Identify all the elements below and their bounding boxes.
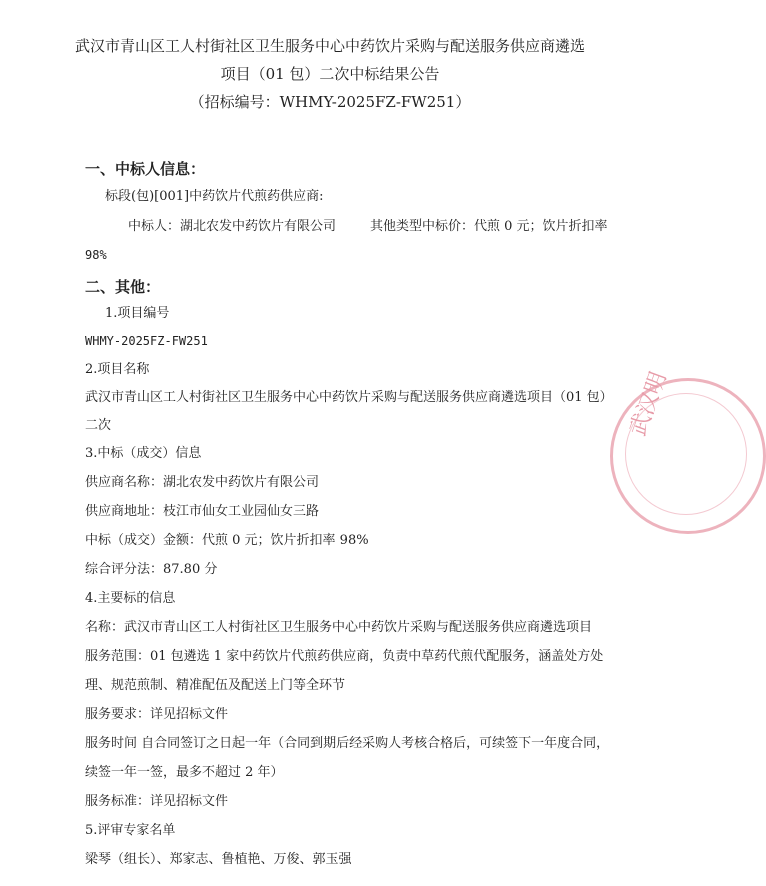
supplier-address: 供应商地址：枝江市仙女工业园仙女三路 bbox=[85, 504, 320, 519]
subject-name: 名称：武汉市青山区工人村街社区卫生服务中心中药饮片采购与配送服务供应商遴选项目 bbox=[85, 620, 593, 635]
score: 综合评分法：87.80 分 bbox=[85, 562, 218, 577]
project-name-line1: 武汉市青山区工人村街社区卫生服务中心中药饮片采购与配送服务供应商遴选项目（01 包） bbox=[85, 390, 613, 405]
service-scope-line1: 服务范围：01 包遴选 1 家中药饮片代煎药供应商，负责中草药代煎代配服务，涵盖处方处 bbox=[85, 649, 604, 664]
service-requirement: 服务要求：详见招标文件 bbox=[85, 707, 229, 722]
service-scope-line2: 理、规范煎制、精准配伍及配送上门等全环节 bbox=[85, 678, 346, 693]
official-seal bbox=[610, 368, 766, 534]
project-number: WHMY-2025FZ-FW251 bbox=[85, 334, 208, 348]
item2-label: 2.项目名称 bbox=[85, 362, 150, 377]
item1-label: 1.项目编号 bbox=[105, 306, 170, 321]
service-time-line2: 续签一年一签，最多不超过 2 年） bbox=[85, 765, 284, 780]
title-line-3: （招标编号：WHMY-2025FZ-FW251） bbox=[189, 93, 471, 111]
winning-amount: 中标（成交）金额：代煎 0 元；饮片折扣率 98% bbox=[85, 533, 369, 548]
item5-label: 5.评审专家名单 bbox=[85, 823, 176, 838]
winner-line: 中标人：湖北农发中药饮片有限公司 bbox=[128, 219, 337, 234]
supplier-name: 供应商名称：湖北农发中药饮片有限公司 bbox=[85, 475, 320, 490]
item3-label: 3.中标（成交）信息 bbox=[85, 446, 202, 461]
service-time-line1: 服务时间 自合同签订之日起一年（合同到期后经采购人考核合格后，可续签下一年度合同， bbox=[85, 736, 610, 751]
item4-label: 4.主要标的信息 bbox=[85, 591, 176, 606]
project-name-line2: 二次 bbox=[85, 418, 112, 433]
title-line-2: 项目（01 包）二次中标结果公告 bbox=[220, 65, 440, 83]
section-heading-winner: 一、中标人信息： bbox=[85, 160, 206, 178]
title-line-1: 武汉市青山区工人村街社区卫生服务中心中药饮片采购与配送服务供应商遴选 bbox=[74, 37, 585, 55]
seal-text: 武汉明 bbox=[625, 368, 672, 440]
price-continued: 98% bbox=[85, 248, 107, 262]
service-standard: 服务标准：详见招标文件 bbox=[85, 794, 229, 809]
expert-list: 梁琴（组长）、郑家志、鲁植艳、万俊、郭玉强 bbox=[85, 852, 352, 867]
lot-line: 标段(包)[001]中药饮片代煎药供应商: bbox=[105, 189, 324, 204]
price-line: 其他类型中标价：代煎 0 元；饮片折扣率 bbox=[370, 219, 608, 234]
section-heading-other: 二、其他： bbox=[85, 278, 161, 296]
